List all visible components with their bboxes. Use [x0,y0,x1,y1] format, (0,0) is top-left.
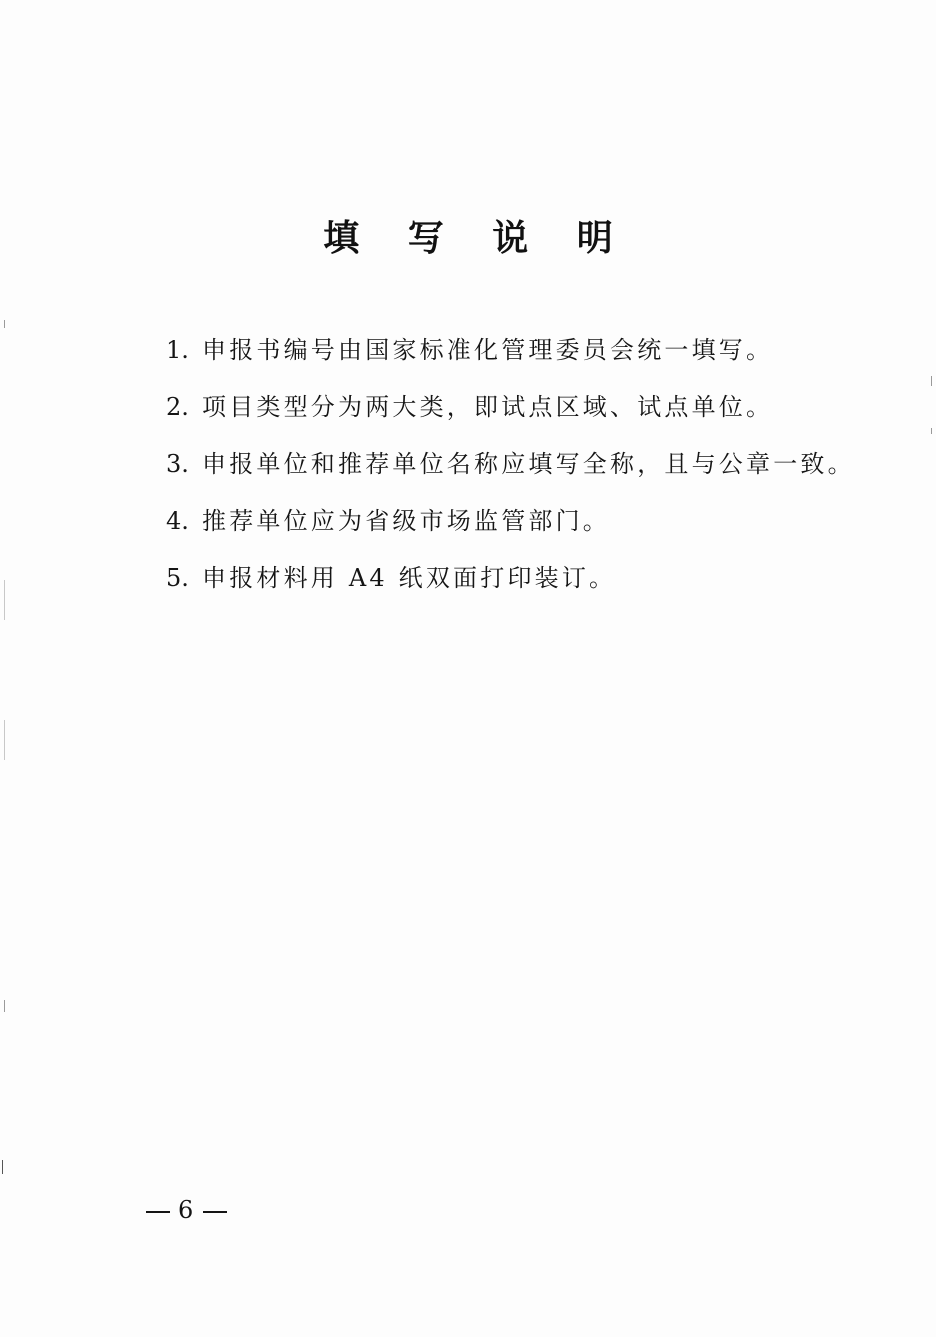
scan-artifact [931,428,932,434]
scan-artifact [2,1160,3,1174]
instruction-item-1 [166,330,886,387]
instruction-text: 申报书编号由国家标准化管理委员会统一填写。 [202,336,774,364]
instruction-number: 2. [166,393,189,421]
scan-artifact [931,376,932,386]
scan-artifact [4,1000,5,1012]
page-number [138,1196,235,1224]
instruction-text: 申报材料用 A4 纸双面打印装订。 [202,564,617,592]
instruction-number: 3. [166,450,189,478]
scan-artifact [4,580,5,620]
instruction-item-4 [166,501,886,558]
instruction-number: 4. [166,507,189,535]
page-number-dash-left [146,1211,170,1213]
instruction-number: 1. [166,336,189,364]
instruction-text: 推荐单位应为省级市场监管部门。 [202,507,610,535]
instruction-number: 5. [166,564,189,592]
instruction-item-3 [166,444,886,501]
scan-artifact [4,320,5,328]
page-title: 填 写 说 明 [323,217,631,259]
instruction-item-2 [166,387,886,444]
instruction-list [166,330,886,615]
instruction-text: 项目类型分为两大类，即试点区域、试点单位。 [202,393,774,421]
page-number-value: 6 [178,1196,196,1224]
instruction-item-5 [166,558,886,615]
page-number-dash-right [203,1211,227,1213]
instruction-text: 申报单位和推荐单位名称应填写全称，且与公章一致。 [202,450,855,478]
scan-artifact [4,720,5,760]
